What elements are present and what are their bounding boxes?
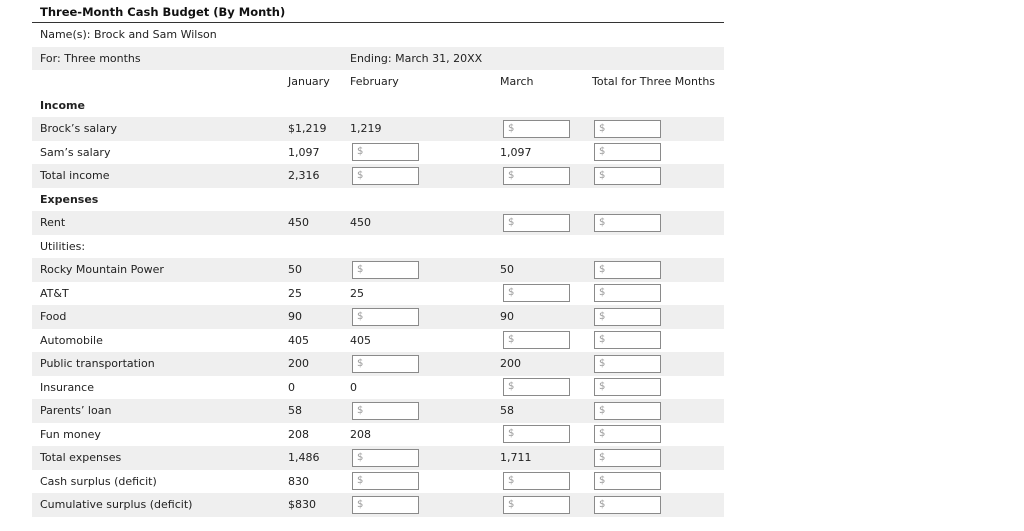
- dollar-prefix: $: [508, 122, 515, 134]
- dollar-prefix: $: [357, 310, 364, 322]
- march-input[interactable]: [503, 472, 570, 490]
- dollar-prefix: $: [599, 498, 606, 510]
- february-input[interactable]: [352, 472, 419, 490]
- row-label: Total expenses: [40, 451, 122, 464]
- march-input[interactable]: [503, 425, 570, 443]
- table-row: [32, 211, 724, 235]
- february-value: 405: [350, 333, 371, 347]
- february-value: 25: [350, 286, 364, 300]
- dollar-prefix: $: [599, 404, 606, 416]
- table-row: [32, 164, 724, 188]
- column-header-total: Total for Three Months: [592, 75, 716, 88]
- dollar-prefix: $: [599, 475, 606, 486]
- dollar-prefix: $: [599, 122, 606, 134]
- dollar-prefix: $: [357, 404, 364, 416]
- table-row: [32, 305, 724, 329]
- section-header-row: [32, 188, 724, 212]
- january-value: 90: [288, 310, 302, 323]
- total-input[interactable]: [594, 261, 661, 279]
- table-row: [32, 470, 724, 494]
- march-input[interactable]: [503, 378, 570, 396]
- february-input[interactable]: [352, 308, 419, 326]
- march-input[interactable]: [503, 214, 570, 232]
- total-input[interactable]: [594, 331, 661, 349]
- table-row: [32, 141, 724, 165]
- dollar-prefix: $: [508, 287, 515, 298]
- dollar-prefix: $: [599, 451, 606, 463]
- february-value: 450: [350, 216, 371, 229]
- names-label: Name(s): Brock and Sam Wilson: [40, 28, 217, 41]
- dollar-prefix: $: [508, 428, 515, 439]
- row-label: Cash surplus (deficit): [40, 474, 157, 488]
- column-header-march: March: [500, 75, 534, 88]
- february-input[interactable]: [352, 261, 419, 279]
- table-row: [32, 423, 724, 447]
- january-value: 830: [288, 474, 309, 488]
- total-input[interactable]: [594, 472, 661, 490]
- dollar-prefix: $: [357, 263, 364, 275]
- dollar-prefix: $: [357, 357, 364, 369]
- dollar-prefix: $: [357, 475, 364, 486]
- dollar-prefix: $: [599, 146, 606, 157]
- dollar-prefix: $: [508, 334, 515, 345]
- table-row: [32, 258, 724, 282]
- january-value: 405: [288, 333, 309, 347]
- period-row: [32, 47, 724, 71]
- dollar-prefix: $: [599, 428, 606, 439]
- dollar-prefix: $: [599, 216, 606, 228]
- march-input[interactable]: [503, 120, 570, 138]
- row-label: Cumulative surplus (deficit): [40, 498, 193, 511]
- january-value: 450: [288, 216, 309, 229]
- row-label: AT&T: [40, 286, 69, 300]
- total-input[interactable]: [594, 143, 661, 161]
- february-value: 1,219: [350, 122, 382, 135]
- table-row: [32, 117, 724, 141]
- section-label: Income: [40, 98, 85, 112]
- february-input[interactable]: [352, 167, 419, 185]
- total-input[interactable]: [594, 284, 661, 302]
- dollar-prefix: $: [508, 381, 515, 392]
- february-value: 208: [350, 427, 371, 441]
- january-value: 25: [288, 286, 302, 300]
- january-value: 2,316: [288, 169, 320, 182]
- row-label: Brock’s salary: [40, 122, 117, 135]
- total-input[interactable]: [594, 449, 661, 467]
- january-value: $1,219: [288, 122, 327, 135]
- total-input[interactable]: [594, 214, 661, 232]
- march-value: 90: [500, 310, 514, 323]
- row-label: Rocky Mountain Power: [40, 263, 164, 276]
- table-row: [32, 329, 724, 353]
- total-input[interactable]: [594, 120, 661, 138]
- march-input[interactable]: [503, 496, 570, 514]
- column-header-january: January: [288, 75, 330, 88]
- march-value: 1,711: [500, 451, 532, 464]
- dollar-prefix: $: [508, 169, 515, 181]
- dollar-prefix: $: [599, 263, 606, 275]
- for-label: For: Three months: [40, 51, 141, 65]
- march-value: 1,097: [500, 145, 532, 159]
- section-label: Expenses: [40, 192, 99, 206]
- total-input[interactable]: [594, 355, 661, 373]
- table-row: [32, 493, 724, 517]
- column-header-row: [32, 70, 724, 94]
- dollar-prefix: $: [357, 146, 364, 157]
- dollar-prefix: $: [357, 451, 364, 463]
- row-label: Fun money: [40, 427, 101, 441]
- january-value: 1,097: [288, 145, 320, 159]
- names-row: [32, 23, 724, 47]
- page-title: Three-Month Cash Budget (By Month): [40, 5, 286, 19]
- february-input[interactable]: [352, 402, 419, 420]
- january-value: 0: [288, 380, 295, 394]
- row-label: Utilities:: [40, 239, 86, 253]
- february-value: 0: [350, 380, 357, 394]
- total-input[interactable]: [594, 402, 661, 420]
- january-value: 1,486: [288, 451, 320, 464]
- january-value: $830: [288, 498, 316, 511]
- table-row: [32, 235, 724, 259]
- table-row: [32, 399, 724, 423]
- row-label: Public transportation: [40, 357, 155, 370]
- february-input[interactable]: [352, 449, 419, 467]
- total-input[interactable]: [594, 496, 661, 514]
- january-value: 58: [288, 404, 302, 417]
- total-input[interactable]: [594, 378, 661, 396]
- dollar-prefix: $: [599, 334, 606, 345]
- dollar-prefix: $: [357, 169, 364, 181]
- row-label: Insurance: [40, 380, 94, 394]
- march-input[interactable]: [503, 284, 570, 302]
- row-label: Food: [40, 310, 67, 323]
- row-label: Automobile: [40, 333, 103, 347]
- row-label: Total income: [40, 169, 110, 182]
- dollar-prefix: $: [599, 357, 606, 369]
- section-header-row: [32, 94, 724, 118]
- february-input[interactable]: [352, 355, 419, 373]
- dollar-prefix: $: [508, 498, 515, 510]
- column-header-february: February: [350, 75, 399, 88]
- row-label: Rent: [40, 216, 66, 229]
- row-label: Sam’s salary: [40, 145, 111, 159]
- dollar-prefix: $: [599, 287, 606, 298]
- january-value: 50: [288, 263, 302, 276]
- march-value: 50: [500, 263, 514, 276]
- dollar-prefix: $: [599, 381, 606, 392]
- table-row: [32, 282, 724, 306]
- march-value: 200: [500, 357, 521, 370]
- table-row: [32, 446, 724, 470]
- dollar-prefix: $: [508, 216, 515, 228]
- dollar-prefix: $: [599, 310, 606, 322]
- march-value: 58: [500, 404, 514, 417]
- february-input[interactable]: [352, 143, 419, 161]
- row-label: Parents’ loan: [40, 404, 112, 417]
- dollar-prefix: $: [599, 169, 606, 181]
- ending-label: Ending: March 31, 20XX: [350, 51, 483, 65]
- total-input[interactable]: [594, 425, 661, 443]
- february-input[interactable]: [352, 496, 419, 514]
- dollar-prefix: $: [508, 475, 515, 486]
- january-value: 208: [288, 427, 309, 441]
- table-row: [32, 376, 724, 400]
- dollar-prefix: $: [357, 498, 364, 510]
- january-value: 200: [288, 357, 309, 370]
- total-input[interactable]: [594, 308, 661, 326]
- march-input[interactable]: [503, 331, 570, 349]
- table-row: [32, 352, 724, 376]
- march-input[interactable]: [503, 167, 570, 185]
- total-input[interactable]: [594, 167, 661, 185]
